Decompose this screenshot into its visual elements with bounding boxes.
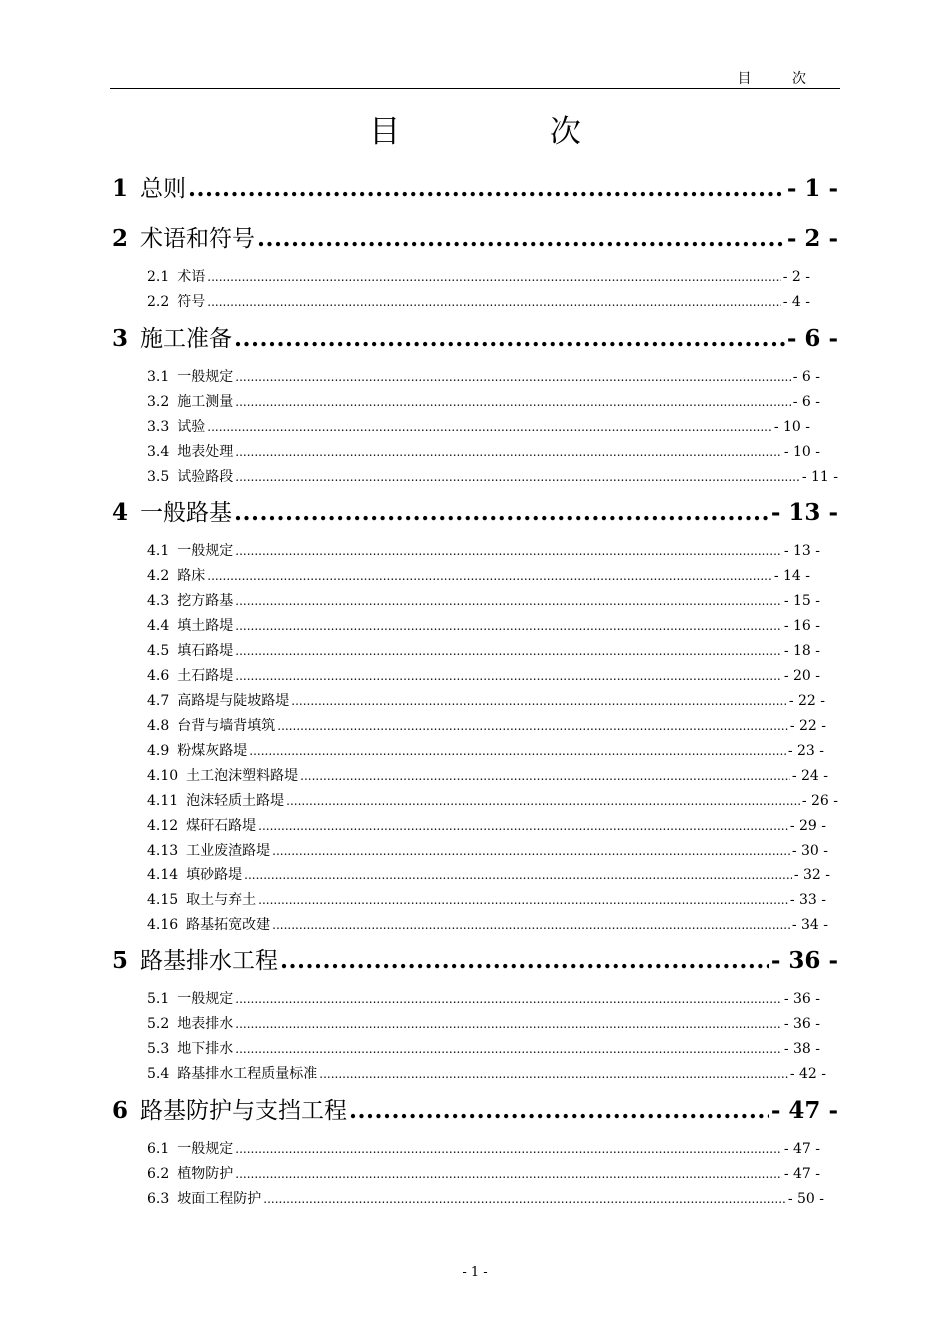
toc-entry-label: 一般规定	[177, 543, 234, 559]
toc-entry-label: 填石路堤	[177, 643, 234, 659]
toc-entry-page: - 50 -	[787, 1191, 824, 1207]
toc-entry-page: - 2 -	[782, 269, 810, 285]
toc-entry-number: 3.4	[147, 444, 170, 460]
toc-dot-leader	[319, 1067, 788, 1081]
toc-entry-label: 一般路基	[140, 500, 233, 526]
toc-entry-number: 4.15	[147, 892, 179, 908]
toc-chapter-entry[interactable]	[112, 320, 838, 350]
toc-section-entry[interactable]	[147, 416, 810, 436]
toc-entry-number: 4.9	[147, 743, 170, 759]
toc-dot-leader	[235, 1142, 782, 1156]
toc-section-entry[interactable]	[147, 715, 826, 735]
toc-entry-label: 一般规定	[177, 369, 234, 385]
toc-entry-page: - 47 -	[783, 1141, 820, 1157]
toc-entry-page: - 6 -	[792, 369, 820, 385]
toc-entry-label: 一般规定	[177, 1141, 234, 1157]
toc-dot-leader	[235, 1017, 782, 1031]
toc-dot-leader	[258, 893, 788, 907]
toc-section-entry[interactable]	[147, 640, 820, 660]
toc-dot-leader	[235, 594, 782, 608]
toc-section-entry[interactable]	[147, 1038, 820, 1058]
toc-section-entry[interactable]	[147, 740, 824, 760]
toc-entry-page: - 26 -	[801, 793, 838, 809]
running-title: 目 次	[737, 71, 824, 87]
toc-dot-leader	[291, 694, 787, 708]
toc-dot-leader	[207, 569, 772, 583]
toc-section-entry[interactable]	[147, 1188, 824, 1208]
toc-entry-page: - 47 -	[770, 1097, 838, 1124]
toc-entry-page: - 36 -	[783, 991, 820, 1007]
toc-entry-label: 路基排水工程质量标准	[177, 1066, 318, 1082]
toc-entry-page: - 36 -	[783, 1016, 820, 1032]
page-title: 目 次	[369, 114, 651, 150]
toc-dot-leader	[349, 1097, 769, 1124]
toc-entry-number: 4.1	[147, 543, 170, 559]
toc-entry-page: - 18 -	[783, 643, 820, 659]
toc-entry-number: 5.1	[147, 991, 170, 1007]
toc-entry-page: - 16 -	[783, 618, 820, 634]
toc-entry-number: 4.7	[147, 693, 170, 709]
toc-dot-leader	[235, 445, 782, 459]
toc-entry-label: 植物防护	[177, 1166, 234, 1182]
toc-section-entry[interactable]	[147, 1138, 820, 1158]
toc-entry-page: - 24 -	[791, 768, 828, 784]
toc-chapter-entry[interactable]	[112, 942, 838, 972]
toc-entry-number: 1	[112, 175, 129, 202]
toc-entry-number: 4	[112, 499, 129, 526]
toc-entry-page: - 11 -	[801, 469, 838, 485]
toc-entry-label: 一般规定	[177, 991, 234, 1007]
toc-section-entry[interactable]	[147, 291, 810, 311]
toc-section-entry[interactable]	[147, 266, 810, 286]
toc-entry-number: 4.4	[147, 618, 170, 634]
toc-dot-leader	[272, 844, 790, 858]
toc-entry-page: - 6 -	[792, 394, 820, 410]
toc-entry-label: 地下排水	[177, 1041, 234, 1057]
toc-dot-leader	[244, 868, 792, 882]
toc-entry-page: - 22 -	[789, 718, 826, 734]
toc-entry-number: 3.1	[147, 369, 170, 385]
toc-section-entry[interactable]	[147, 391, 820, 411]
toc-dot-leader	[234, 325, 785, 352]
toc-entry-page: - 30 -	[791, 843, 828, 859]
toc-entry-page: - 10 -	[773, 419, 810, 435]
toc-entry-number: 6	[112, 1097, 129, 1124]
toc-dot-leader	[286, 794, 800, 808]
toc-entry-page: - 20 -	[783, 668, 820, 684]
toc-entry-label: 施工测量	[177, 394, 234, 410]
toc-entry-label: 泡沫轻质土路堤	[186, 793, 285, 809]
toc-entry-number: 4.3	[147, 593, 170, 609]
toc-section-entry[interactable]	[147, 590, 820, 610]
toc-section-entry[interactable]	[147, 366, 820, 386]
toc-entry-label: 粉煤灰路堤	[177, 743, 248, 759]
toc-entry-page: - 13 -	[770, 499, 838, 526]
toc-entry-page: - 13 -	[783, 543, 820, 559]
toc-entry-label: 填土路堤	[177, 618, 234, 634]
toc-dot-leader	[235, 544, 782, 558]
toc-entry-number: 4.12	[147, 818, 179, 834]
toc-dot-leader	[258, 819, 788, 833]
toc-entry-label: 总则	[140, 176, 187, 202]
toc-section-entry[interactable]	[147, 864, 830, 884]
toc-section-entry[interactable]	[147, 790, 838, 810]
toc-entry-number: 6.3	[147, 1191, 170, 1207]
toc-entry-number: 4.5	[147, 643, 170, 659]
toc-dot-leader	[263, 1192, 786, 1206]
toc-dot-leader	[235, 1042, 782, 1056]
toc-entry-label: 地表处理	[177, 444, 234, 460]
toc-entry-number: 3.2	[147, 394, 170, 410]
toc-dot-leader	[280, 947, 769, 974]
toc-section-entry[interactable]	[147, 765, 828, 785]
toc-entry-number: 3.3	[147, 419, 170, 435]
toc-entry-page: - 36 -	[770, 947, 838, 974]
toc-entry-label: 路基排水工程	[140, 948, 279, 974]
toc-entry-label: 高路堤与陡坡路堤	[177, 693, 290, 709]
toc-section-entry[interactable]	[147, 1063, 826, 1083]
toc-entry-label: 术语和符号	[140, 226, 256, 252]
toc-entry-label: 路床	[177, 568, 206, 584]
toc-entry-number: 4.14	[147, 867, 179, 883]
toc-entry-page: - 34 -	[791, 917, 828, 933]
toc-section-entry[interactable]	[147, 889, 826, 909]
toc-dot-leader	[272, 918, 790, 932]
toc-dot-leader	[235, 470, 800, 484]
toc-entry-label: 路基防护与支挡工程	[140, 1098, 348, 1124]
toc-entry-page: - 29 -	[789, 818, 826, 834]
toc-entry-number: 3.5	[147, 469, 170, 485]
toc-section-entry[interactable]	[147, 1163, 820, 1183]
toc-entry-label: 符号	[177, 294, 206, 310]
toc-entry-label: 施工准备	[140, 326, 233, 352]
toc-dot-leader	[235, 395, 790, 409]
toc-entry-number: 2.2	[147, 294, 170, 310]
toc-entry-page: - 23 -	[787, 743, 824, 759]
toc-dot-leader	[235, 992, 782, 1006]
toc-entry-number: 4.2	[147, 568, 170, 584]
toc-section-entry[interactable]	[147, 665, 820, 685]
toc-entry-number: 4.10	[147, 768, 179, 784]
toc-section-entry[interactable]	[147, 441, 820, 461]
toc-section-entry[interactable]	[147, 840, 828, 860]
toc-section-entry[interactable]	[147, 1013, 820, 1033]
toc-entry-label: 台背与墙背填筑	[177, 718, 276, 734]
toc-section-entry[interactable]	[147, 540, 820, 560]
toc-dot-leader	[235, 1167, 782, 1181]
toc-entry-label: 煤矸石路堤	[186, 818, 257, 834]
toc-entry-label: 坡面工程防护	[177, 1191, 262, 1207]
toc-entry-number: 4.16	[147, 917, 179, 933]
toc-dot-leader	[249, 744, 786, 758]
toc-entry-number: 6.1	[147, 1141, 170, 1157]
toc-entry-number: 4.8	[147, 718, 170, 734]
toc-entry-label: 试验	[177, 419, 206, 435]
toc-entry-page: - 33 -	[789, 892, 826, 908]
toc-dot-leader	[207, 420, 772, 434]
toc-entry-page: - 22 -	[788, 693, 825, 709]
toc-chapter-entry[interactable]	[112, 1092, 838, 1122]
toc-entry-page: - 15 -	[783, 593, 820, 609]
toc-entry-number: 4.13	[147, 843, 179, 859]
toc-section-entry[interactable]	[147, 466, 838, 486]
toc-section-entry[interactable]	[147, 815, 826, 835]
toc-section-entry[interactable]	[147, 988, 820, 1008]
toc-chapter-entry[interactable]	[112, 494, 838, 524]
toc-section-entry[interactable]	[147, 565, 810, 585]
toc-dot-leader	[188, 175, 785, 202]
toc-dot-leader	[277, 719, 788, 733]
toc-entry-label: 挖方路基	[177, 593, 234, 609]
toc-dot-leader	[300, 769, 790, 783]
toc-entry-page: - 38 -	[783, 1041, 820, 1057]
toc-entry-label: 填砂路堤	[186, 867, 243, 883]
page-number: - 1 -	[462, 1265, 488, 1280]
toc-entry-label: 取土与弃土	[186, 892, 257, 908]
toc-entry-number: 5.3	[147, 1041, 170, 1057]
toc-dot-leader	[234, 499, 769, 526]
toc-entry-label: 术语	[177, 269, 206, 285]
toc-entry-page: - 47 -	[783, 1166, 820, 1182]
toc-entry-number: 6.2	[147, 1166, 170, 1182]
toc-entry-number: 5.2	[147, 1016, 170, 1032]
toc-dot-leader	[235, 644, 782, 658]
toc-entry-number: 4.6	[147, 668, 170, 684]
toc-entry-number: 5.4	[147, 1066, 170, 1082]
toc-entry-number: 3	[112, 325, 129, 352]
toc-entry-number: 2.1	[147, 269, 170, 285]
toc-entry-number: 2	[112, 225, 129, 252]
toc-dot-leader	[257, 225, 785, 252]
toc-dot-leader	[235, 370, 790, 384]
toc-entry-label: 工业废渣路堤	[186, 843, 271, 859]
toc-section-entry[interactable]	[147, 690, 825, 710]
toc-entry-page: - 42 -	[789, 1066, 826, 1082]
toc-entry-number: 4.11	[147, 793, 179, 809]
toc-chapter-entry[interactable]	[112, 220, 838, 250]
toc-entry-page: - 32 -	[793, 867, 830, 883]
toc-entry-label: 土工泡沫塑料路堤	[186, 768, 299, 784]
toc-entry-label: 土石路堤	[177, 668, 234, 684]
toc-entry-page: - 14 -	[773, 568, 810, 584]
toc-entry-page: - 1 -	[786, 175, 838, 202]
toc-chapter-entry[interactable]	[112, 170, 838, 200]
toc-entry-page: - 10 -	[783, 444, 820, 460]
toc-section-entry[interactable]	[147, 914, 828, 934]
toc-entry-page: - 2 -	[786, 225, 838, 252]
toc-dot-leader	[235, 669, 782, 683]
toc-entry-label: 路基拓宽改建	[186, 917, 271, 933]
toc-entry-label: 地表排水	[177, 1016, 234, 1032]
toc-dot-leader	[207, 270, 780, 284]
toc-section-entry[interactable]	[147, 615, 820, 635]
toc-dot-leader	[207, 295, 780, 309]
toc-entry-page: - 4 -	[782, 294, 810, 310]
toc-dot-leader	[235, 619, 782, 633]
toc-entry-page: - 6 -	[786, 325, 838, 352]
toc-entry-label: 试验路段	[177, 469, 234, 485]
toc-entry-number: 5	[112, 947, 129, 974]
